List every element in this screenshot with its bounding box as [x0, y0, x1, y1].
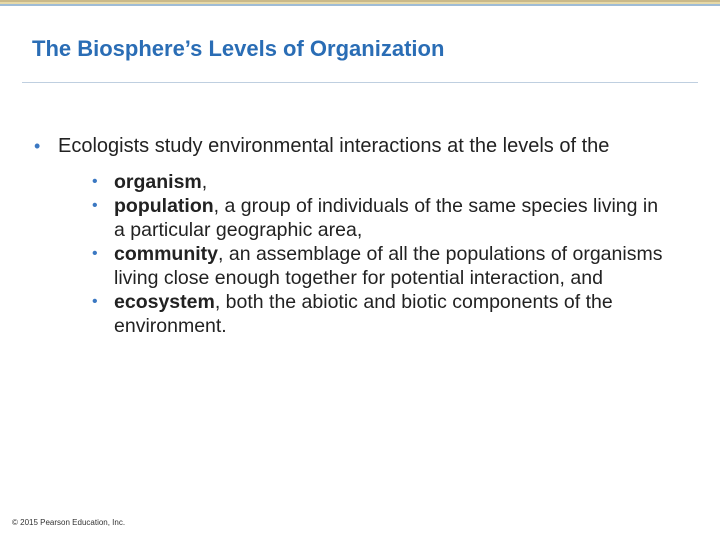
bullet-icon: •	[92, 245, 98, 262]
desc-organism: ,	[201, 171, 208, 193]
sub-bullet-ecosystem	[92, 290, 670, 338]
main-bullet-text: Ecologists study environmental interactions at the levels of the	[58, 135, 610, 157]
sub-bullet-population	[92, 194, 670, 242]
bullet-icon: •	[92, 293, 98, 310]
slide-content	[0, 132, 720, 338]
term-community: community	[114, 243, 219, 265]
bullet-icon: •	[92, 173, 98, 190]
desc-population: , a group of individuals of the same species living in a particular geographic area,	[114, 195, 659, 241]
sub-bullet-list	[0, 170, 720, 338]
copyright-footer: © 2015 Pearson Education, Inc.	[12, 518, 126, 527]
desc-community: , an assemblage of all the populations of organisms living close enough together for potential interaction, and	[114, 243, 663, 289]
bullet-icon: •	[92, 197, 98, 214]
main-bullet	[34, 132, 658, 160]
desc-ecosystem: , both the abiotic and biotic components of the environment.	[114, 291, 613, 337]
bullet-icon: •	[34, 136, 41, 156]
title-divider	[22, 82, 698, 83]
top-decorative-stripe	[0, 0, 720, 6]
sub-bullet-organism	[92, 170, 670, 194]
slide-title: The Biosphere’s Levels of Organization	[32, 36, 445, 61]
stripe-blue	[0, 4, 720, 6]
sub-bullet-community	[92, 242, 670, 290]
term-organism: organism	[114, 171, 202, 193]
term-ecosystem: ecosystem	[114, 291, 215, 313]
term-population: population	[114, 195, 214, 217]
